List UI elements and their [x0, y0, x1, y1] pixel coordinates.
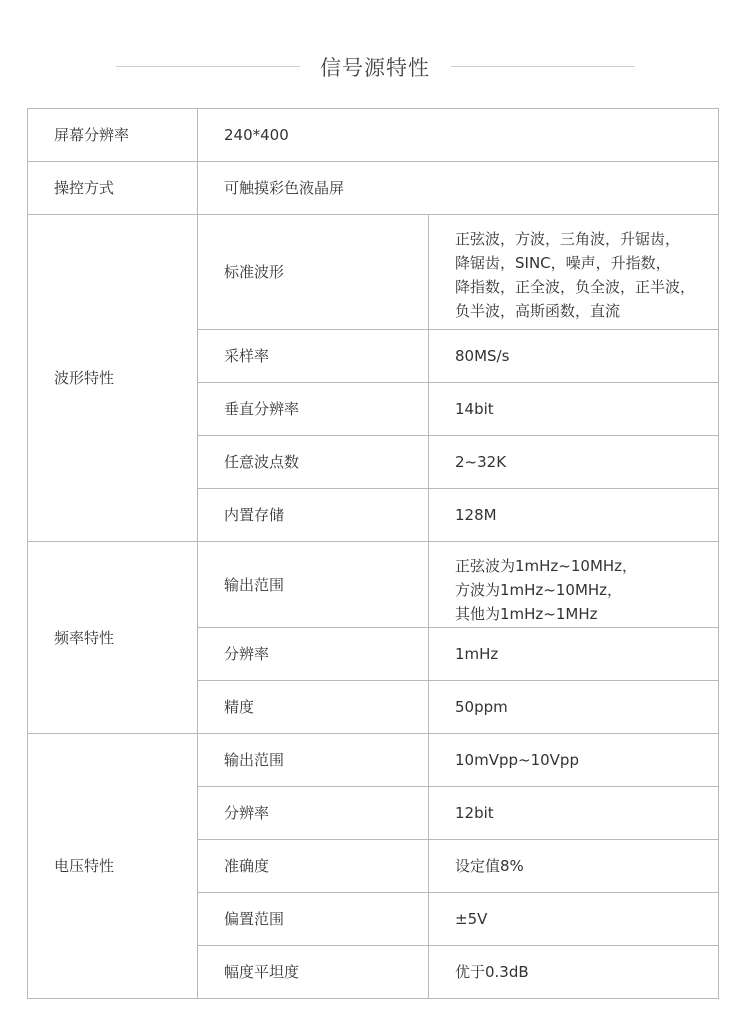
table-row: [28, 162, 719, 215]
spec-value-sample-rate: 80MS/s: [429, 330, 719, 383]
spec-value-freq-output-range: [429, 542, 719, 628]
spec-label-internal-storage: 内置存储: [198, 489, 429, 542]
table-row: [28, 734, 719, 787]
spec-value-amplitude-flatness: 优于0.3dB: [429, 946, 719, 999]
spec-value-control-mode: 可触摸彩色液晶屏: [198, 162, 719, 215]
value-line: 正弦波，方波，三角波，升锯齿，: [455, 230, 681, 248]
group-label-voltage: 电压特性: [28, 734, 198, 999]
spec-value-freq-resolution: 1mHz: [429, 628, 719, 681]
value-line: 正弦波为1mHz~10MHz，: [455, 557, 638, 575]
spec-label-amplitude-flatness: 幅度平坦度: [198, 946, 429, 999]
spec-table: [27, 108, 719, 999]
table-row: [28, 109, 719, 162]
section-header: [0, 40, 750, 92]
table-row: [28, 542, 719, 628]
spec-value-internal-storage: 128M: [429, 489, 719, 542]
spec-value-screen-resolution: 240*400: [198, 109, 719, 162]
group-label-frequency: 频率特性: [28, 542, 198, 734]
spec-label-freq-resolution: 分辨率: [198, 628, 429, 681]
section-title: 信号源特性: [320, 56, 430, 80]
spec-label-control-mode: 操控方式: [28, 162, 198, 215]
spec-label-offset-range: 偏置范围: [198, 893, 429, 946]
spec-label-volt-resolution: 分辨率: [198, 787, 429, 840]
spec-value-arb-points: 2~32K: [429, 436, 719, 489]
spec-label-vertical-resolution: 垂直分辨率: [198, 383, 429, 436]
spec-label-freq-output-range: 输出范围: [198, 542, 429, 628]
value-line: 负半波，高斯函数，直流: [455, 302, 621, 320]
title-divider-right: [451, 66, 635, 67]
spec-label-freq-accuracy: 精度: [198, 681, 429, 734]
value-line: 其他为1mHz~1MHz: [455, 605, 598, 623]
spec-value-volt-output-range: 10mVpp~10Vpp: [429, 734, 719, 787]
spec-value-standard-waveform: [429, 215, 719, 330]
value-line: 方波为1mHz~10MHz，: [455, 581, 623, 599]
spec-value-vertical-resolution: 14bit: [429, 383, 719, 436]
spec-value-volt-accuracy: 设定值8%: [429, 840, 719, 893]
spec-label-arb-points: 任意波点数: [198, 436, 429, 489]
spec-label-volt-output-range: 输出范围: [198, 734, 429, 787]
spec-value-offset-range: ±5V: [429, 893, 719, 946]
spec-value-freq-accuracy: 50ppm: [429, 681, 719, 734]
spec-label-sample-rate: 采样率: [198, 330, 429, 383]
spec-label-standard-waveform: 标准波形: [198, 215, 429, 330]
spec-value-volt-resolution: 12bit: [429, 787, 719, 840]
value-line: 降指数，正全波，负全波，正半波，: [455, 278, 696, 296]
table-row: [28, 215, 719, 330]
spec-label-volt-accuracy: 准确度: [198, 840, 429, 893]
spec-label-screen-resolution: 屏幕分辨率: [28, 109, 198, 162]
group-label-waveform: 波形特性: [28, 215, 198, 542]
value-line: 降锯齿，SINC，噪声，升指数，: [455, 254, 671, 272]
